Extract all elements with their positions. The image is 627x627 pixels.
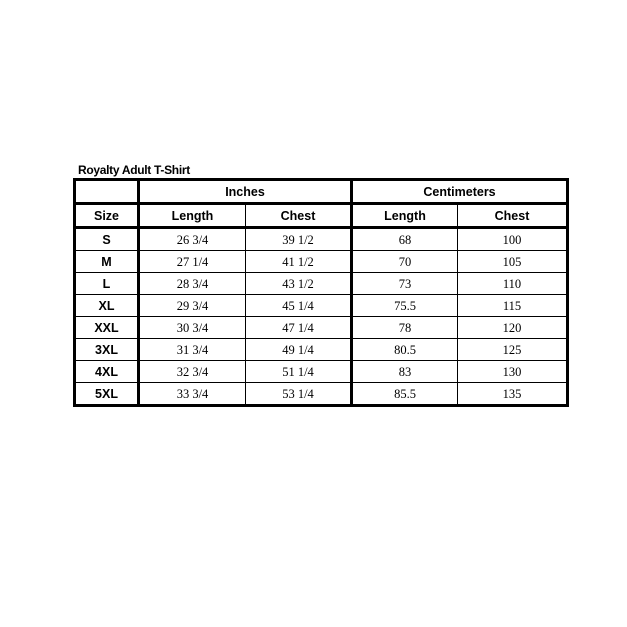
- table-row: [75, 383, 568, 406]
- table-row: [75, 361, 568, 383]
- cm-length-cell: 73: [352, 273, 458, 295]
- cm-chest-cell: 115: [458, 295, 568, 317]
- inches-chest-cell: 41 1/2: [246, 251, 352, 273]
- inches-length-cell: 29 3/4: [139, 295, 246, 317]
- group-header-centimeters: Centimeters: [352, 180, 568, 204]
- inches-length-cell: 31 3/4: [139, 339, 246, 361]
- cm-chest-cell: 125: [458, 339, 568, 361]
- inches-length-cell: 30 3/4: [139, 317, 246, 339]
- inches-length-cell: 26 3/4: [139, 228, 246, 251]
- size-cell: 3XL: [75, 339, 139, 361]
- inches-length-cell: 32 3/4: [139, 361, 246, 383]
- inches-chest-cell: 39 1/2: [246, 228, 352, 251]
- table-row: [75, 339, 568, 361]
- column-header-cm-chest: Chest: [458, 204, 568, 228]
- column-header-size: Size: [75, 204, 139, 228]
- inches-chest-cell: 49 1/4: [246, 339, 352, 361]
- table-row: [75, 228, 568, 251]
- inches-chest-cell: 45 1/4: [246, 295, 352, 317]
- column-header-inches-chest: Chest: [246, 204, 352, 228]
- cm-length-cell: 68: [352, 228, 458, 251]
- cm-length-cell: 83: [352, 361, 458, 383]
- inches-length-cell: 28 3/4: [139, 273, 246, 295]
- cm-chest-cell: 135: [458, 383, 568, 406]
- size-cell: 5XL: [75, 383, 139, 406]
- cm-chest-cell: 100: [458, 228, 568, 251]
- size-cell: XL: [75, 295, 139, 317]
- inches-length-cell: 27 1/4: [139, 251, 246, 273]
- inches-length-cell: 33 3/4: [139, 383, 246, 406]
- cm-chest-cell: 120: [458, 317, 568, 339]
- table-title: Royalty Adult T-Shirt: [78, 163, 190, 177]
- group-header-row: [75, 180, 568, 204]
- table-row: [75, 295, 568, 317]
- cm-length-cell: 85.5: [352, 383, 458, 406]
- column-header-cm-length: Length: [352, 204, 458, 228]
- cm-chest-cell: 110: [458, 273, 568, 295]
- size-chart-table: [73, 178, 569, 407]
- table-row: [75, 251, 568, 273]
- inches-chest-cell: 43 1/2: [246, 273, 352, 295]
- inches-chest-cell: 47 1/4: [246, 317, 352, 339]
- table-row: [75, 317, 568, 339]
- size-cell: M: [75, 251, 139, 273]
- cm-length-cell: 78: [352, 317, 458, 339]
- inches-chest-cell: 51 1/4: [246, 361, 352, 383]
- size-cell: S: [75, 228, 139, 251]
- cm-length-cell: 80.5: [352, 339, 458, 361]
- cm-chest-cell: 130: [458, 361, 568, 383]
- size-cell: L: [75, 273, 139, 295]
- size-cell: XXL: [75, 317, 139, 339]
- blank-header-cell: [75, 180, 139, 204]
- column-header-row: [75, 204, 568, 228]
- cm-length-cell: 75.5: [352, 295, 458, 317]
- size-cell: 4XL: [75, 361, 139, 383]
- column-header-inches-length: Length: [139, 204, 246, 228]
- group-header-inches: Inches: [139, 180, 352, 204]
- inches-chest-cell: 53 1/4: [246, 383, 352, 406]
- table-row: [75, 273, 568, 295]
- cm-length-cell: 70: [352, 251, 458, 273]
- cm-chest-cell: 105: [458, 251, 568, 273]
